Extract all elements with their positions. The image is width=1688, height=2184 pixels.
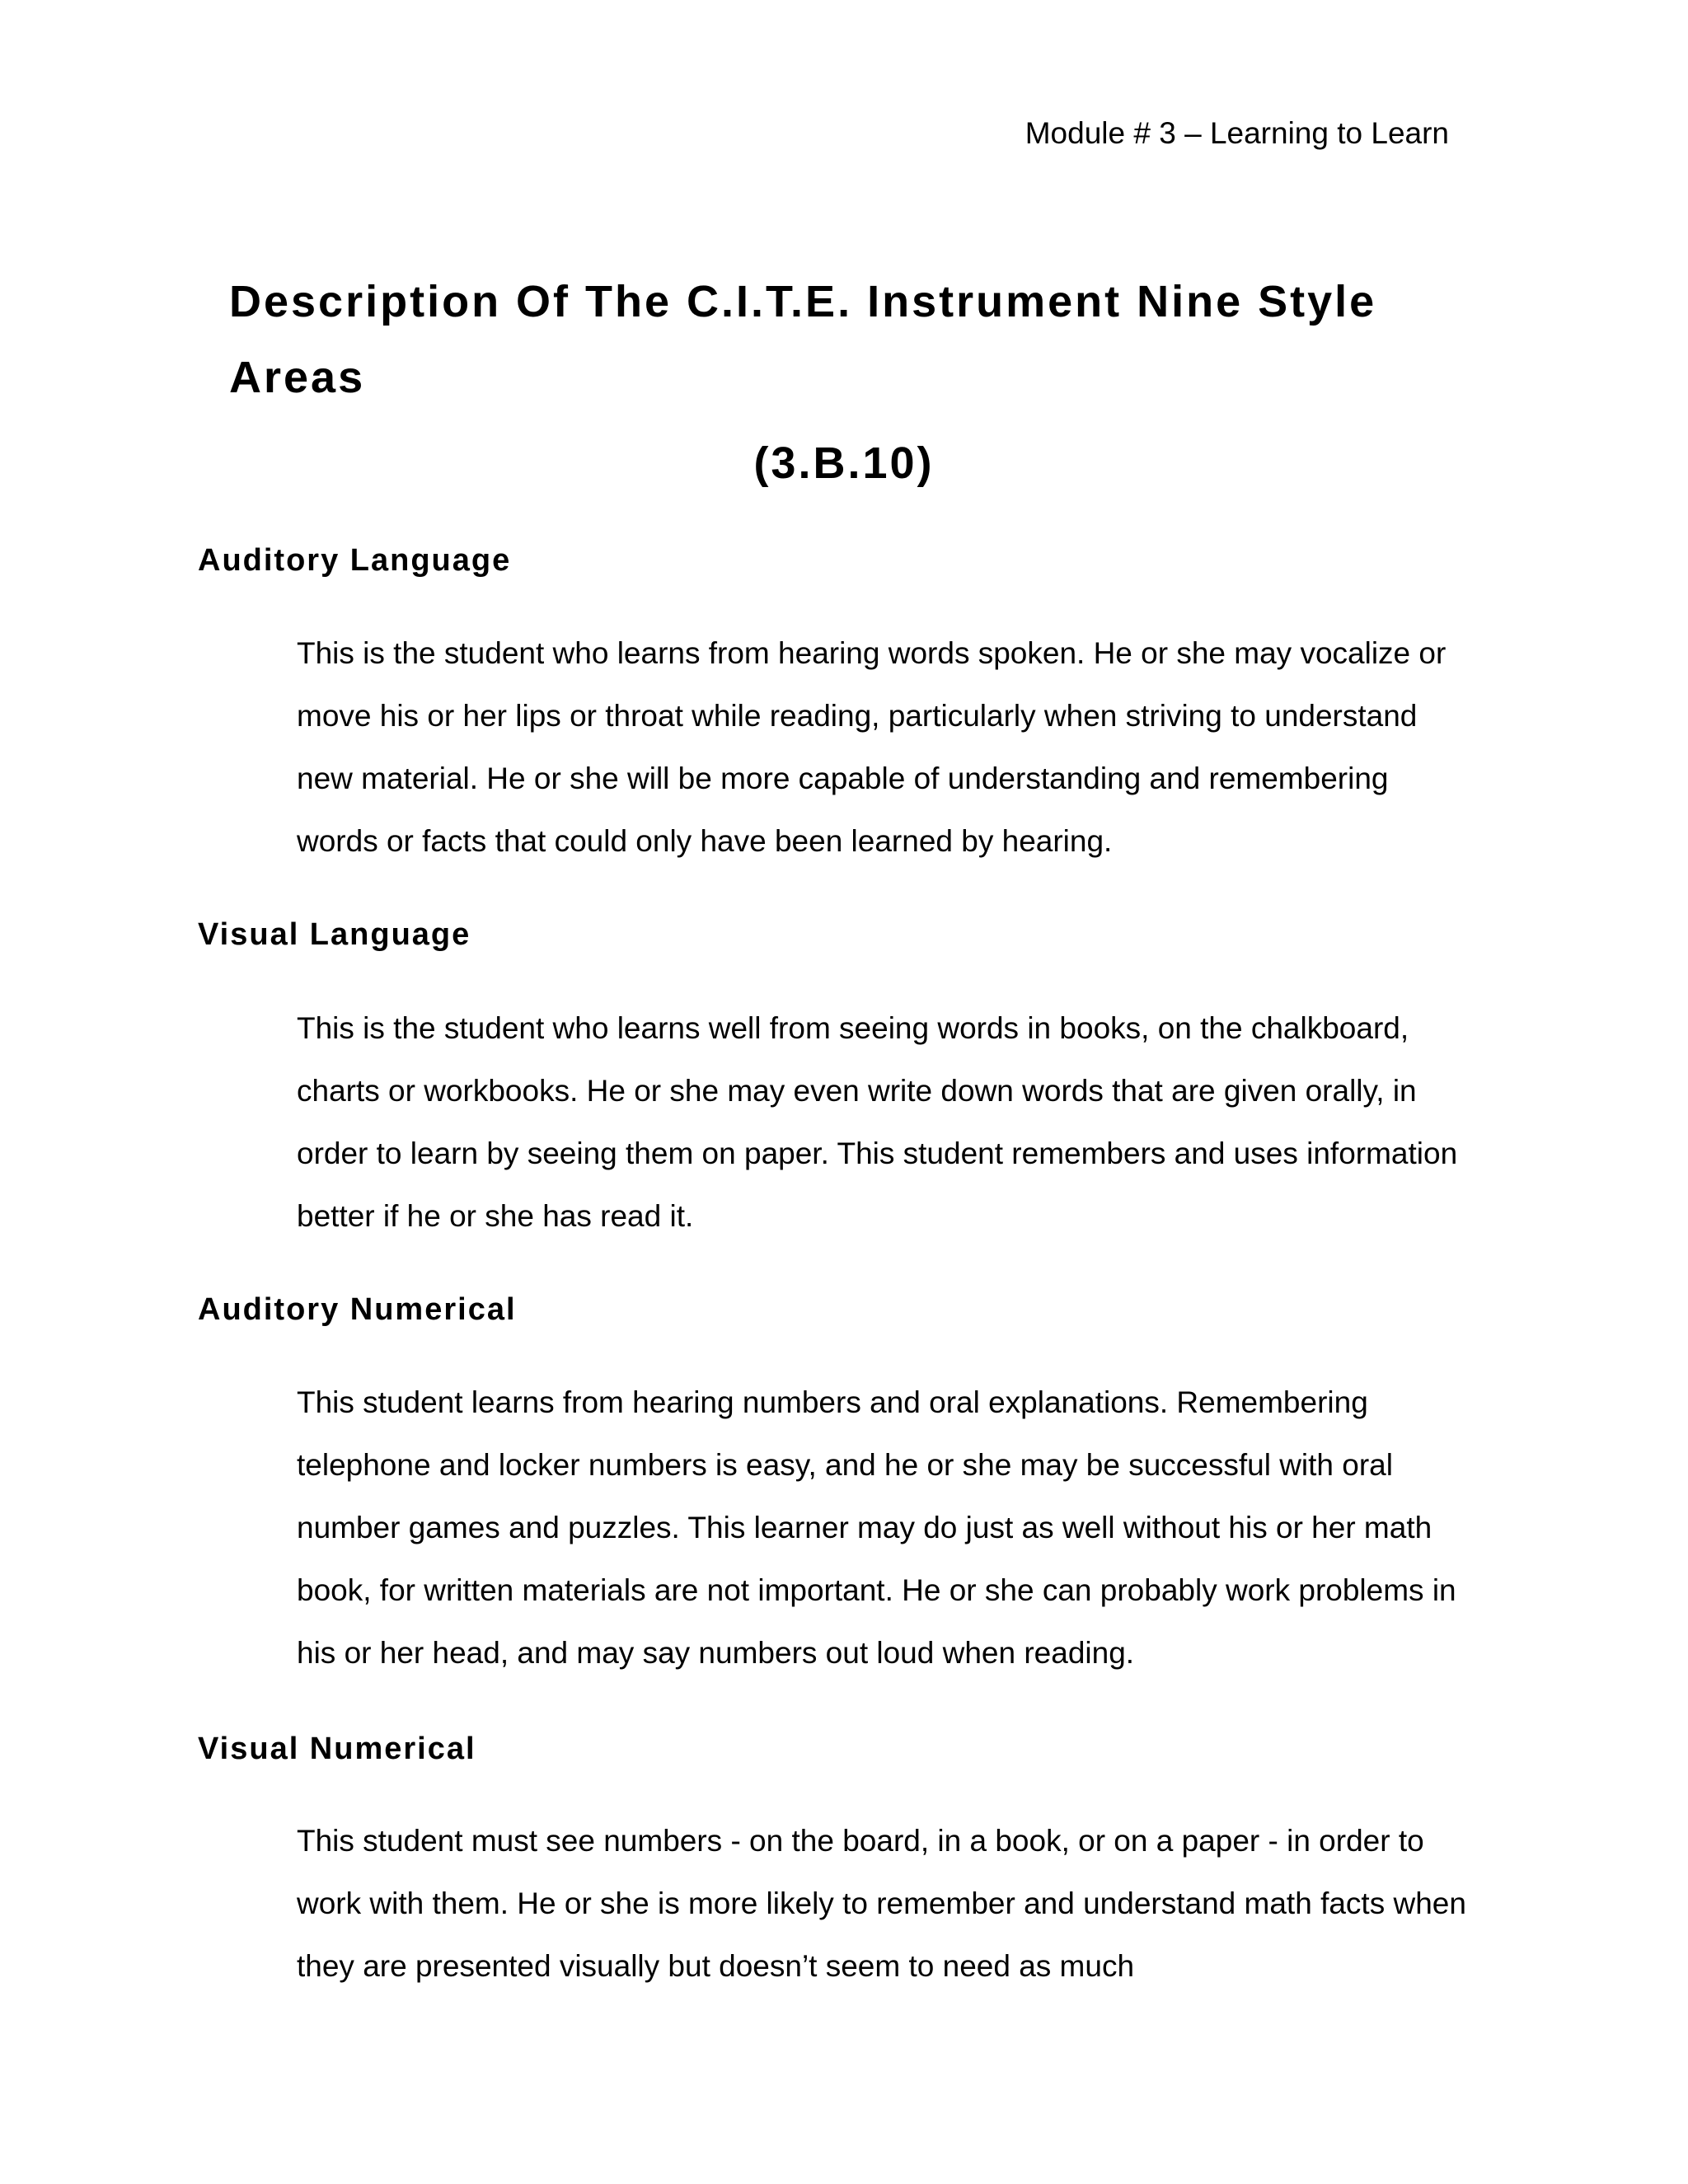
section-body-visual-numerical: This student must see numbers - on the board, in a book, or on a paper - in order to work with them. He or she is more likely to remember and understand math facts when they are presented visually but doesn’t seem to need as much (297, 1824, 1466, 1983)
page-header: Module # 3 – Learning to Learn (1025, 116, 1449, 150)
section-body-auditory-language: This is the student who learns from hearing words spoken. He or she may vocalize or move his or her lips or throat while reading, particularly when striving to understand new material. He or she will be more capable of understanding and remembering words or facts that could only have been learned by hearing. (297, 636, 1447, 858)
section-heading-auditory-numerical: Auditory Numerical (198, 1292, 517, 1327)
section-heading-visual-numerical: Visual Numerical (198, 1732, 476, 1766)
section-heading-visual-language: Visual Language (198, 917, 471, 952)
document-title: Description Of The C.I.T.E. Instrument Nine Style Areas (229, 277, 1377, 402)
section-body-visual-language: This is the student who learns well from seeing words in books, on the chalkboard, charts or workbooks. He or she may even write down words that are given orally, in order to learn by seeing them on paper. This student remembers and uses information better if he or she has read it. (297, 1011, 1458, 1233)
section-body-auditory-numerical: This student learns from hearing numbers and oral explanations. Remembering telephone and locker numbers is easy, and he or she may be successful with oral number games and puzzles. This learner may do just as well without his or her math book, for written materials are not important. He or she can probably work problems in his or her head, and may say numbers out loud when reading. (297, 1385, 1456, 1670)
section-heading-auditory-language: Auditory Language (198, 543, 512, 578)
document-code: (3.B.10) (753, 438, 935, 488)
